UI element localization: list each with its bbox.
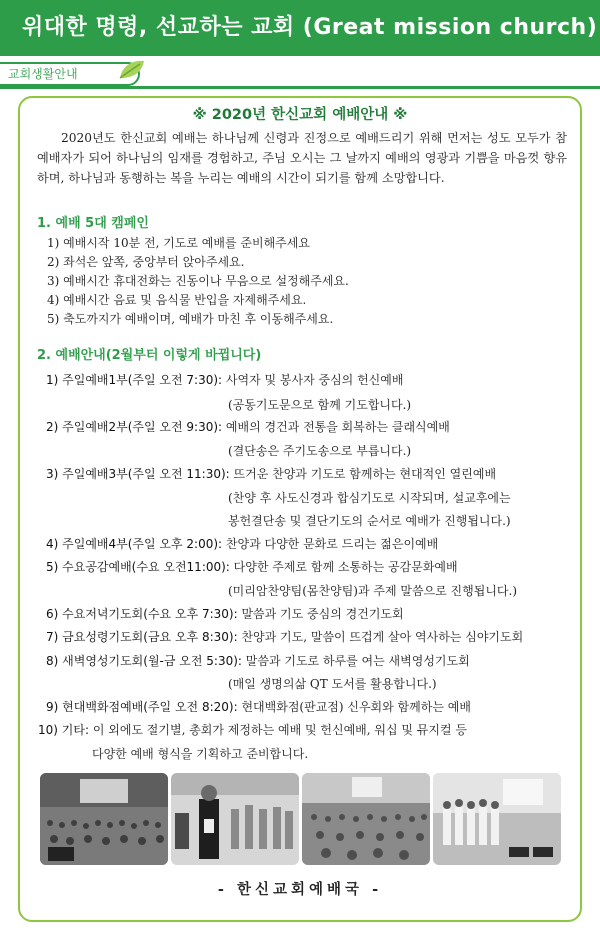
service-item <box>46 558 458 575</box>
service-desc: 찬양과 기도, 말씀이 뜨겁게 살아 역사하는 심야기도회 <box>237 630 524 644</box>
service-note <box>228 396 411 413</box>
service-item <box>46 371 403 388</box>
service-item <box>46 652 470 669</box>
service-item <box>46 535 438 552</box>
service-note <box>228 512 511 529</box>
service-desc: (미리암찬양팀(몸찬양팀)과 주제 말씀으로 진행됩니다.) <box>228 584 518 598</box>
service-name: 1) 주일예배1부(주일 오전 7:30): <box>46 373 223 387</box>
page-banner <box>0 0 600 56</box>
campaign-item: 5) 축도까지가 예배이며, 예배가 마친 후 이동해주세요. <box>47 312 334 326</box>
service-item <box>46 698 471 715</box>
campaign-item: 4) 예배시간 음료 및 음식물 반입을 자제해주세요. <box>47 293 307 307</box>
service-desc: 예배의 경건과 전통을 회복하는 클래식예배 <box>222 420 450 434</box>
worship-photo-2 <box>171 773 299 865</box>
service-item <box>46 465 496 482</box>
service-item <box>46 628 523 645</box>
service-desc: 사역자 및 봉사자 중심의 헌신예배 <box>222 373 404 387</box>
service-note <box>228 442 411 459</box>
service-desc: 봉헌결단송 및 결단기도의 순서로 예배가 진행됩니다.) <box>228 514 511 528</box>
service-item <box>38 721 467 738</box>
service-desc: (찬양 후 사도신경과 합심기도로 시작되며, 설교후에는 <box>228 491 511 505</box>
service-desc: 말씀과 기도로 하루를 여는 새벽영성기도회 <box>241 654 470 668</box>
service-note <box>228 489 511 506</box>
service-name: 4) 주일예배4부(주일 오후 2:00): <box>46 537 223 551</box>
service-note <box>92 745 308 762</box>
leaf-icon <box>116 58 146 82</box>
service-note <box>228 582 517 599</box>
service-item <box>46 418 450 435</box>
service-desc: (결단송은 주기도송으로 부릅니다.) <box>228 444 412 458</box>
worship-photo-4 <box>433 773 561 865</box>
service-desc: 찬양과 다양한 문화로 드리는 젊은이예배 <box>222 537 439 551</box>
service-note <box>228 675 437 692</box>
notice-title: ※ 2020년 한신교회 예배안내 ※ <box>192 107 408 123</box>
service-desc: 현대백화점(판교점) 신우회와 함께하는 예배 <box>237 700 471 714</box>
service-name: 9) 현대백화점예배(주일 오전 8:20): <box>46 700 238 714</box>
service-item <box>46 605 404 622</box>
service-name: 2) 주일예배2부(주일 오전 9:30): <box>46 420 223 434</box>
service-desc: 다양한 예배 형식을 기획하고 준비합니다. <box>92 747 309 761</box>
banner-title: 위대한 명령, 선교하는 교회 (Great mission church) <box>22 15 598 40</box>
service-name: 7) 금요성령기도회(금요 오후 8:30): <box>46 630 238 644</box>
worship-photo-1 <box>40 773 168 865</box>
campaign-item: 1) 예배시작 10분 전, 기도로 예배를 준비해주세요 <box>47 236 310 250</box>
service-desc: 말씀과 기도 중심의 경건기도회 <box>237 607 404 621</box>
notice-intro: 2020년도 한신교회 예배는 하나님께 신령과 진정으로 예배드리기 위해 먼저는 성도 모두가 참 예배자가 되어 하나님의 임재를 경험하고, 주님 오시는 그 날까지 예배의 영광과 기쁨을 마음껏 향유하며, 하나님과 동행하는 복을 누리는 예배의 시간이 되기를 함께 소망합니다. <box>37 131 567 185</box>
service-name: 3) 주일예배3부(주일 오전 11:30): <box>46 467 230 481</box>
services-heading: 2. 예배안내(2월부터 이렇게 바뀝니다) <box>37 348 262 363</box>
section-tab-label: 교회생활안내 <box>8 67 78 81</box>
campaign-heading: 1. 예배 5대 캠페인 <box>37 216 149 231</box>
service-desc: 이 외에도 절기별, 총회가 제정하는 예배 및 헌신예배, 워십 및 뮤지컬 등 <box>89 723 467 737</box>
footer-signature: - 한신교회예배국 - <box>217 881 383 898</box>
service-desc: 다양한 주제로 함께 소통하는 공감문화예배 <box>229 560 458 574</box>
worship-photo-3 <box>302 773 430 865</box>
service-name: 10) 기타: <box>38 723 89 737</box>
section-divider <box>0 86 600 89</box>
service-name: 5) 수요공감예배(수요 오전11:00): <box>46 560 230 574</box>
campaign-item: 2) 좌석은 앞쪽, 중앙부터 앉아주세요. <box>47 255 245 269</box>
service-name: 6) 수요저녁기도회(수요 오후 7:30): <box>46 607 238 621</box>
service-desc: (매일 생명의삶 QT 도서를 활용합니다.) <box>228 677 437 691</box>
service-desc: (공동기도문으로 함께 기도합니다.) <box>228 398 412 412</box>
campaign-item: 3) 예배시간 휴대전화는 진동이나 무음으로 설정해주세요. <box>47 274 349 288</box>
service-name: 8) 새벽영성기도회(월-금 오전 5:30): <box>46 654 242 668</box>
service-desc: 뜨거운 찬양과 기도로 함께하는 현대적인 열린예배 <box>229 467 497 481</box>
